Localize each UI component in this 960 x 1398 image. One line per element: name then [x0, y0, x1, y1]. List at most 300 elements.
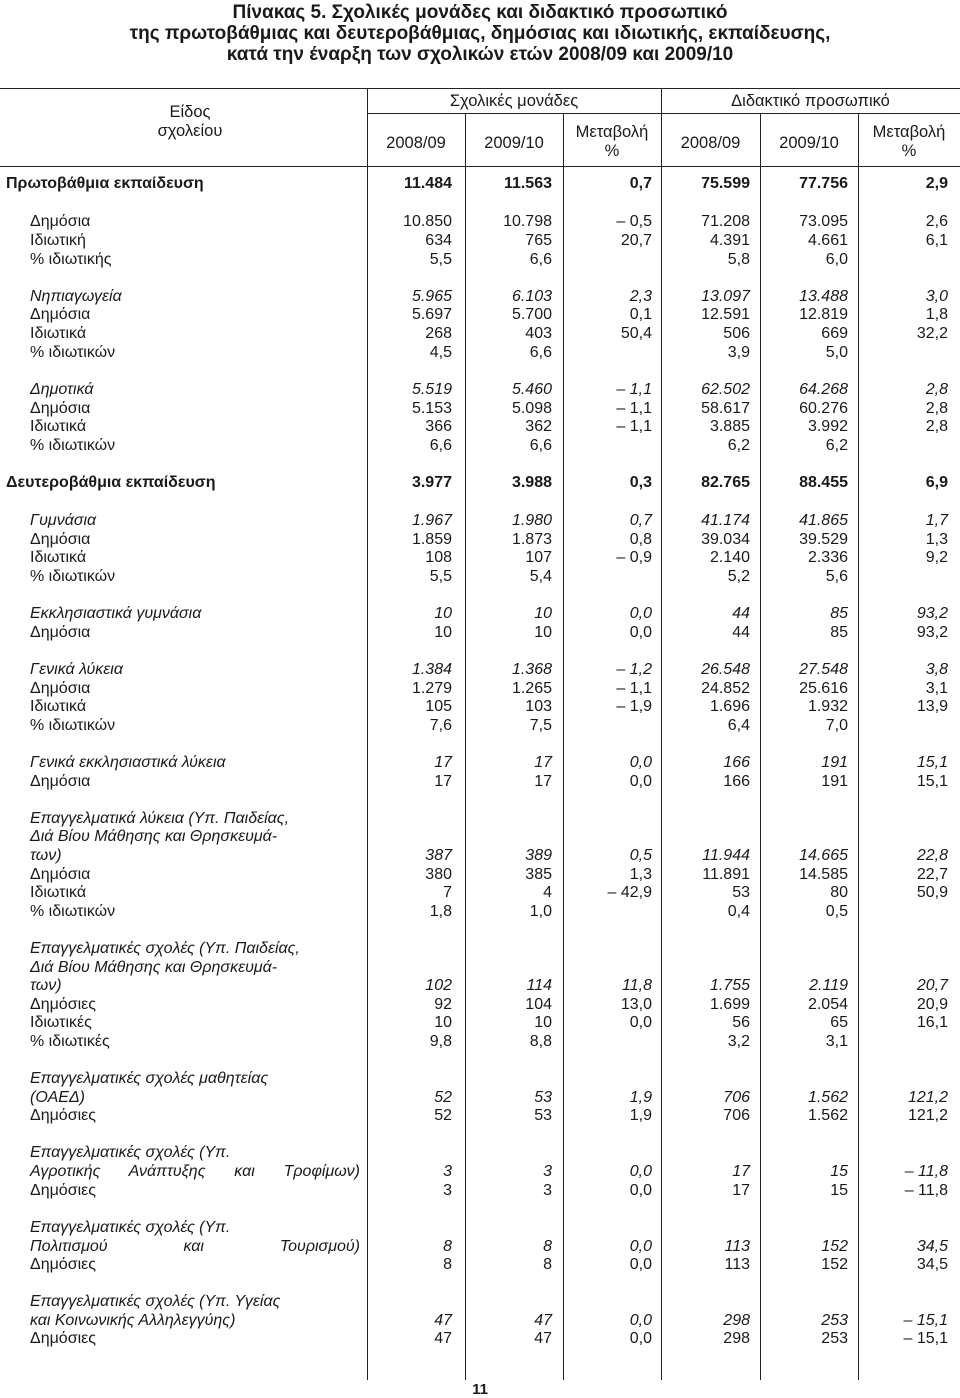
cell-value: 10 — [534, 605, 552, 622]
cell-value: 39.034 — [701, 531, 750, 548]
table-row — [0, 976, 960, 995]
cell-value: 39.529 — [799, 531, 848, 548]
cell-value: 5,6 — [825, 568, 848, 585]
cell-value: 0,0 — [629, 773, 652, 790]
header-sub-rule-units — [367, 113, 661, 114]
table-row — [0, 530, 960, 549]
table-row — [0, 1106, 960, 1125]
cell-value: 85 — [830, 605, 848, 622]
staff-change-header-line1: Μεταβολή — [872, 123, 946, 141]
units-change-header-line1: Μεταβολή — [575, 123, 649, 141]
cell-value: 634 — [425, 232, 452, 249]
row-label: Δημόσιες — [30, 1107, 96, 1124]
cell-value: 20,7 — [620, 232, 652, 249]
cell-value: 765 — [525, 232, 552, 249]
units-group-header: Σχολικές μονάδες — [449, 92, 579, 110]
row-label: Ιδιωτική — [30, 232, 86, 249]
cell-value: 13,9 — [916, 698, 948, 715]
cell-value: 93,2 — [916, 605, 948, 622]
cell-value: 191 — [821, 773, 848, 790]
row-label: Ιδιωτικά — [30, 418, 87, 435]
row-label: Επαγγελματικά λύκεια (Υπ. Παιδείας, — [30, 810, 290, 827]
table-row — [0, 1311, 960, 1330]
cell-value: 108 — [425, 549, 452, 566]
cell-value: 47 — [534, 1330, 552, 1347]
cell-value: 77.756 — [799, 175, 848, 192]
cell-value: 0,4 — [727, 903, 750, 920]
school-type-header-line1: Είδος — [169, 103, 211, 121]
table-row — [0, 324, 960, 343]
cell-value: 10 — [534, 624, 552, 641]
cell-value: 24.852 — [701, 680, 750, 697]
cell-value: 47 — [434, 1312, 452, 1329]
table-row — [0, 809, 960, 828]
cell-value: 107 — [525, 549, 552, 566]
cell-value: 1.967 — [411, 512, 452, 529]
cell-value: 2,9 — [925, 175, 948, 192]
row-label: Δημόσια — [30, 400, 91, 417]
cell-value: 65 — [830, 1014, 848, 1031]
cell-value: 64.268 — [799, 381, 848, 398]
cell-value: 5.700 — [511, 306, 552, 323]
row-label: Πρωτοβάθμια εκπαίδευση — [6, 175, 204, 192]
table-row — [0, 604, 960, 623]
cell-value: – 1,1 — [616, 400, 652, 417]
row-label: Δημόσια — [30, 213, 91, 230]
cell-value: 50,9 — [916, 884, 948, 901]
cell-value: 3.988 — [511, 474, 552, 491]
row-label: Γενικά εκκλησιαστικά λύκεια — [30, 754, 226, 771]
cell-value: 47 — [434, 1330, 452, 1347]
cell-value: 1,9 — [629, 1089, 652, 1106]
title-line-3: κατά την έναρξη των σχολικών ετών 2008/09 και 2009/10 — [226, 44, 734, 65]
cell-value: 44 — [732, 605, 750, 622]
cell-value: 32,2 — [916, 325, 948, 342]
cell-value: 1.368 — [511, 661, 552, 678]
cell-value: 7,6 — [429, 717, 452, 734]
cell-value: 58.617 — [701, 400, 750, 417]
cell-value: 0,8 — [629, 531, 652, 548]
row-label: % ιδιωτικών — [30, 437, 116, 454]
cell-value: 5.697 — [411, 306, 452, 323]
table-row — [0, 1329, 960, 1348]
table-row — [0, 1255, 960, 1274]
table-row — [0, 827, 960, 846]
table-row — [0, 623, 960, 642]
cell-value: 34,5 — [916, 1256, 948, 1273]
cell-value: 0,0 — [629, 1238, 652, 1255]
cell-value: 53 — [732, 884, 750, 901]
cell-value: 82.765 — [701, 474, 750, 491]
row-label: Δημόσιες — [30, 1330, 96, 1347]
cell-value: 47 — [534, 1312, 552, 1329]
cell-value: 152 — [821, 1238, 848, 1255]
cell-value: 121,2 — [907, 1089, 948, 1106]
cell-value: 41.174 — [701, 512, 750, 529]
cell-value: 5,5 — [429, 568, 452, 585]
cell-value: 5.519 — [411, 381, 452, 398]
table-row — [0, 1032, 960, 1051]
cell-value: 10 — [434, 624, 452, 641]
cell-value: 73.095 — [799, 213, 848, 230]
cell-value: 6,1 — [925, 232, 948, 249]
cell-value: 10 — [434, 605, 452, 622]
row-label: Διά Βίου Μάθησης και Θρησκευμά- — [30, 959, 278, 976]
table-row — [0, 473, 960, 492]
table-row — [0, 511, 960, 530]
cell-value: 1.696 — [709, 698, 750, 715]
cell-value: 25.616 — [799, 680, 848, 697]
cell-value: 5,0 — [825, 344, 848, 361]
row-label: % ιδιωτικής — [30, 251, 112, 268]
cell-value: 1,7 — [925, 512, 948, 529]
row-label: Δημόσιες — [30, 1182, 96, 1199]
table-row — [0, 287, 960, 306]
row-label: Ιδιωτικές — [30, 1014, 92, 1031]
cell-value: 1.384 — [411, 661, 452, 678]
cell-value: – 1,9 — [616, 698, 652, 715]
cell-value: 1.562 — [807, 1107, 848, 1124]
cell-value: 17 — [534, 773, 552, 790]
cell-value: – 1,1 — [616, 381, 652, 398]
cell-value: 50,4 — [620, 325, 652, 342]
cell-value: 366 — [425, 418, 452, 435]
cell-value: 17 — [534, 754, 552, 771]
cell-value: 15,1 — [916, 773, 948, 790]
cell-value: 15,1 — [916, 754, 948, 771]
cell-value: 9,2 — [925, 549, 948, 566]
cell-value: 253 — [821, 1312, 848, 1329]
cell-value: 1.699 — [709, 996, 750, 1013]
cell-value: 3,1 — [925, 680, 948, 697]
cell-value: 2.336 — [807, 549, 848, 566]
cell-value: 2.054 — [807, 996, 848, 1013]
row-label: Δημόσια — [30, 306, 91, 323]
cell-value: 6,6 — [529, 437, 552, 454]
cell-value: 34,5 — [916, 1238, 948, 1255]
row-label: Δημόσια — [30, 866, 91, 883]
cell-value: 5.965 — [411, 288, 452, 305]
cell-value: 104 — [525, 996, 552, 1013]
cell-value: 113 — [724, 1238, 750, 1255]
cell-value: 113 — [724, 1256, 750, 1273]
table-row — [0, 1181, 960, 1200]
cell-value: 3,1 — [825, 1033, 848, 1050]
cell-value: 41.865 — [799, 512, 848, 529]
units-change-header — [563, 123, 661, 161]
cell-value: 7,5 — [529, 717, 552, 734]
cell-value: 5,8 — [727, 251, 750, 268]
cell-value: 5,4 — [529, 568, 552, 585]
cell-value: 253 — [821, 1330, 848, 1347]
table-row — [0, 1013, 960, 1032]
table-row — [0, 567, 960, 586]
table-row — [0, 1218, 960, 1237]
title-line-2: της πρωτοβάθμιας και δευτεροβάθμιας, δημόσιας και ιδιωτικής, εκπαίδευσης, — [129, 23, 831, 44]
units-year1-header: 2008/09 — [386, 134, 446, 152]
cell-value: 14.585 — [799, 866, 848, 883]
cell-value: 12.591 — [701, 306, 750, 323]
row-label: Ιδιωτικά — [30, 325, 87, 342]
cell-value: 9,8 — [429, 1033, 452, 1050]
table-row — [0, 1143, 960, 1162]
cell-value: 3 — [443, 1182, 452, 1199]
cell-value: 403 — [525, 325, 552, 342]
cell-value: 8,8 — [529, 1033, 552, 1050]
cell-value: 0,7 — [629, 512, 652, 529]
row-label: (ΟΑΕΔ) — [30, 1089, 85, 1106]
table-row — [0, 865, 960, 884]
cell-value: 2,6 — [925, 213, 948, 230]
cell-value: 88.455 — [799, 474, 848, 491]
cell-value: 0,1 — [629, 306, 652, 323]
row-label: Γυμνάσια — [30, 512, 97, 529]
cell-value: 13.488 — [799, 288, 848, 305]
cell-value: 5,5 — [429, 251, 452, 268]
cell-value: 93,2 — [916, 624, 948, 641]
cell-value: 6.103 — [511, 288, 552, 305]
row-label: Πολιτισμού και Τουρισμού) — [30, 1238, 360, 1255]
cell-value: 385 — [525, 866, 552, 883]
cell-value: 298 — [723, 1312, 750, 1329]
cell-value: 7,0 — [825, 717, 848, 734]
cell-value: – 42,9 — [607, 884, 652, 901]
table-row — [0, 174, 960, 193]
cell-value: 387 — [425, 847, 452, 864]
cell-value: 4.661 — [807, 232, 848, 249]
row-label: Δημόσιες — [30, 996, 96, 1013]
cell-value: 0,0 — [629, 1182, 652, 1199]
cell-value: 114 — [526, 977, 552, 994]
cell-value: 380 — [425, 866, 452, 883]
cell-value: 17 — [434, 773, 452, 790]
header-bottom-rule — [0, 166, 960, 167]
cell-value: 1,8 — [429, 903, 452, 920]
cell-value: 0,0 — [629, 1256, 652, 1273]
cell-value: 2,8 — [925, 381, 948, 398]
school-type-header — [140, 103, 240, 141]
staff-year1-header: 2008/09 — [680, 134, 741, 152]
table-row — [0, 548, 960, 567]
row-label: Επαγγελματικές σχολές (Υπ. — [30, 1219, 231, 1236]
cell-value: 10 — [434, 1014, 452, 1031]
cell-value: 3.992 — [807, 418, 848, 435]
cell-value: 4,5 — [429, 344, 452, 361]
row-label: Ιδιωτικά — [30, 884, 87, 901]
cell-value: 0,0 — [629, 1312, 652, 1329]
cell-value: – 11,8 — [904, 1163, 948, 1180]
cell-value: 8 — [443, 1238, 452, 1255]
table-row — [0, 883, 960, 902]
row-label: % ιδιωτικών — [30, 568, 116, 585]
row-label: Δευτεροβάθμια εκπαίδευση — [6, 474, 216, 491]
row-label: των) — [30, 847, 62, 864]
cell-value: 16,1 — [916, 1014, 948, 1031]
cell-value: 1,3 — [925, 531, 948, 548]
table-row — [0, 399, 960, 418]
cell-value: 92 — [434, 996, 452, 1013]
cell-value: 166 — [723, 773, 750, 790]
cell-value: 26.548 — [701, 661, 750, 678]
table-row — [0, 436, 960, 455]
cell-value: – 0,5 — [616, 213, 652, 230]
cell-value: 10.798 — [503, 213, 552, 230]
cell-value: 268 — [425, 325, 452, 342]
cell-value: 52 — [434, 1107, 452, 1124]
cell-value: – 1,2 — [616, 661, 652, 678]
staff-change-header-line2: % — [901, 142, 917, 160]
cell-value: 0,0 — [629, 624, 652, 641]
units-change-header-line2: % — [604, 142, 620, 160]
row-label: Επαγγελματικές σχολές μαθητείας — [30, 1070, 269, 1087]
cell-value: 11,8 — [622, 977, 652, 994]
cell-value: 1.265 — [511, 680, 552, 697]
table-row — [0, 1292, 960, 1311]
table-row — [0, 1069, 960, 1088]
cell-value: 1,9 — [629, 1107, 652, 1124]
table-row — [0, 660, 960, 679]
cell-value: 298 — [723, 1330, 750, 1347]
cell-value: 71.208 — [701, 213, 750, 230]
cell-value: 75.599 — [701, 175, 750, 192]
cell-value: 191 — [821, 754, 848, 771]
row-label: % ιδιωτικών — [30, 717, 116, 734]
table-row — [0, 231, 960, 250]
table-row — [0, 716, 960, 735]
cell-value: 3.885 — [709, 418, 750, 435]
cell-value: 3 — [543, 1182, 552, 1199]
cell-value: 166 — [723, 754, 750, 771]
table-row — [0, 902, 960, 921]
cell-value: 0,5 — [825, 903, 848, 920]
cell-value: 8 — [443, 1256, 452, 1273]
cell-value: 53 — [534, 1107, 552, 1124]
cell-value: 0,0 — [629, 754, 652, 771]
table-row — [0, 1237, 960, 1256]
cell-value: 27.548 — [799, 661, 848, 678]
cell-value: 6,2 — [727, 437, 750, 454]
cell-value: 20,7 — [916, 977, 948, 994]
cell-value: 2,8 — [925, 400, 948, 417]
cell-value: 0,5 — [629, 847, 652, 864]
cell-value: 5.153 — [411, 400, 452, 417]
table-row — [0, 846, 960, 865]
cell-value: 506 — [723, 325, 750, 342]
table-row — [0, 380, 960, 399]
row-label: % ιδιωτικές — [30, 1033, 110, 1050]
cell-value: 17 — [732, 1163, 750, 1180]
cell-value: 102 — [425, 977, 452, 994]
table-row — [0, 212, 960, 231]
cell-value: 8 — [543, 1238, 552, 1255]
row-label: Δημόσια — [30, 680, 91, 697]
table-row — [0, 1088, 960, 1107]
staff-change-header — [858, 123, 960, 161]
cell-value: 5,2 — [727, 568, 750, 585]
cell-value: – 11,8 — [904, 1182, 948, 1199]
row-label: Νηπιαγωγεία — [30, 288, 122, 305]
row-label: Δημόσιες — [30, 1256, 96, 1273]
row-label: % ιδιωτικών — [30, 344, 116, 361]
cell-value: 2.140 — [709, 549, 750, 566]
cell-value: 3 — [443, 1163, 452, 1180]
cell-value: – 15,1 — [903, 1312, 948, 1329]
cell-value: 1.755 — [709, 977, 750, 994]
cell-value: 2,3 — [629, 288, 652, 305]
cell-value: 12.819 — [799, 306, 848, 323]
cell-value: 103 — [525, 698, 552, 715]
cell-value: 56 — [732, 1014, 750, 1031]
cell-value: 60.276 — [799, 400, 848, 417]
cell-value: 5.460 — [511, 381, 552, 398]
cell-value: 0,3 — [629, 474, 652, 491]
cell-value: 6,4 — [727, 717, 750, 734]
header-top-rule — [0, 88, 960, 89]
row-label: % ιδιωτικών — [30, 903, 116, 920]
row-label: Επαγγελματικές σχολές (Υπ. Παιδείας, — [30, 940, 300, 957]
cell-value: 1.873 — [511, 531, 552, 548]
cell-value: 706 — [723, 1107, 750, 1124]
cell-value: 14.665 — [799, 847, 848, 864]
cell-value: 3 — [543, 1163, 552, 1180]
cell-value: 13.097 — [701, 288, 750, 305]
cell-value: 1,0 — [529, 903, 552, 920]
row-label: και Κοινωνικής Αλληλεγγύης) — [30, 1312, 236, 1329]
cell-value: – 0,9 — [616, 549, 652, 566]
staff-group-header: Διδακτικό προσωπικό — [731, 92, 890, 110]
row-label: Ιδιωτικά — [30, 698, 87, 715]
cell-value: 53 — [534, 1089, 552, 1106]
cell-value: 20,9 — [916, 996, 948, 1013]
table-row — [0, 939, 960, 958]
cell-value: 13,0 — [620, 996, 652, 1013]
cell-value: 10 — [534, 1014, 552, 1031]
row-label: Εκκλησιαστικά γυμνάσια — [30, 605, 202, 622]
cell-value: 4 — [543, 884, 552, 901]
cell-value: 52 — [434, 1089, 452, 1106]
table-row — [0, 753, 960, 772]
cell-value: 1,3 — [629, 866, 652, 883]
table-row — [0, 250, 960, 269]
cell-value: 0,0 — [629, 1014, 652, 1031]
row-label: Αγροτικής Ανάπτυξης και Τροφίμων) — [30, 1163, 360, 1180]
table-row — [0, 697, 960, 716]
row-label: Επαγγελματικές σχολές (Υπ. Υγείας — [30, 1293, 281, 1310]
cell-value: 3,0 — [925, 288, 948, 305]
table-row — [0, 772, 960, 791]
cell-value: 121,2 — [907, 1107, 948, 1124]
table-title — [0, 2, 960, 65]
cell-value: 362 — [525, 418, 552, 435]
cell-value: 44 — [732, 624, 750, 641]
cell-value: – 1,1 — [616, 680, 652, 697]
row-label: Δημοτικά — [30, 381, 94, 398]
header-sub-rule-staff — [661, 113, 960, 114]
cell-value: 11.891 — [702, 866, 750, 883]
cell-value: 11.484 — [403, 175, 452, 192]
cell-value: 11.944 — [702, 847, 750, 864]
cell-value: 6,6 — [529, 344, 552, 361]
cell-value: 80 — [830, 884, 848, 901]
cell-value: 3,8 — [925, 661, 948, 678]
table-row — [0, 343, 960, 362]
school-type-header-line2: σχολείου — [157, 122, 223, 140]
table-row — [0, 305, 960, 324]
table-row — [0, 1162, 960, 1181]
cell-value: 10.850 — [403, 213, 452, 230]
cell-value: 2.119 — [809, 977, 848, 994]
row-label: Επαγγελματικές σχολές (Υπ. — [30, 1144, 231, 1161]
